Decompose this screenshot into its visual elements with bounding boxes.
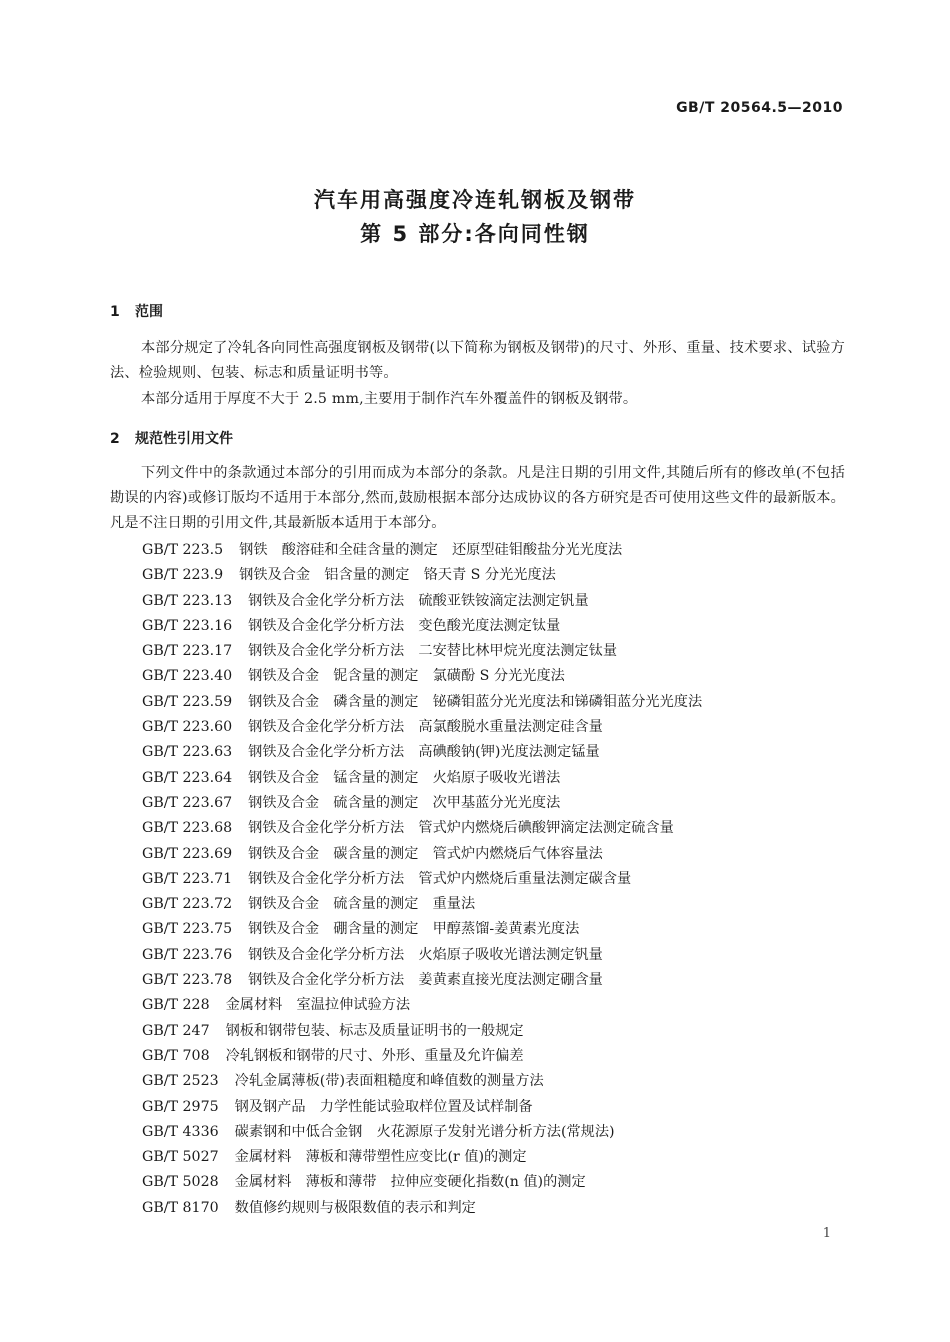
reference-code: GB/T 223.64	[142, 769, 233, 786]
reference-item	[142, 766, 702, 791]
section-1-heading	[110, 301, 163, 321]
reference-item	[142, 1170, 702, 1195]
section-2-heading	[110, 428, 233, 448]
reference-title: 钢铁及合金化学分析方法 高氯酸脱水重量法测定硅含量	[248, 719, 603, 736]
scope-paragraph-2: 本部分适用于厚度不大于 2.5 mm,主要用于制作汽车外覆盖件的钢板及钢带。	[141, 391, 638, 407]
reference-item	[142, 614, 702, 639]
reference-code: GB/T 2523	[142, 1073, 219, 1090]
reference-title: 钢铁及合金 硫含量的测定 次甲基蓝分光光度法	[248, 794, 561, 811]
section-2-title: 规范性引用文件	[135, 431, 233, 447]
reference-code: GB/T 223.60	[142, 719, 233, 736]
reference-title: 钢铁及合金化学分析方法 硫酸亚铁铵滴定法测定钒量	[248, 592, 589, 609]
reference-title: 钢铁及合金 硫含量的测定 重量法	[248, 896, 476, 913]
scope-paragraph-1: 本部分规定了冷轧各向同性高强度钢板及钢带(以下简称为钢板及钢带)的尺寸、外形、重量、技术要求、试验方法、检验规则、包装、标志和质量证明书等。	[110, 340, 845, 381]
reference-code: GB/T 223.16	[142, 617, 233, 634]
reference-title: 钢铁及合金化学分析方法 二安替比林甲烷光度法测定钛量	[248, 643, 618, 660]
reference-code: GB/T 223.9	[142, 567, 224, 584]
section-1-title: 范围	[135, 304, 163, 320]
section-2-number: 2	[110, 431, 120, 447]
reference-item	[142, 892, 702, 917]
reference-title: 钢铁及合金 铌含量的测定 氯磺酚 S 分光光度法	[248, 668, 565, 685]
document-subtitle: 第 5 部分:各向同性钢	[360, 222, 590, 246]
reference-title: 金属材料 薄板和薄带 拉伸应变硬化指数(n 值)的测定	[234, 1174, 586, 1191]
reference-code: GB/T 223.67	[142, 794, 233, 811]
reference-item	[142, 1196, 702, 1221]
section-1-number: 1	[110, 304, 120, 320]
reference-code: GB/T 2975	[142, 1098, 219, 1115]
reference-code: GB/T 223.5	[142, 542, 224, 558]
reference-item	[142, 690, 702, 715]
reference-item	[142, 867, 702, 892]
reference-item	[142, 1120, 702, 1145]
reference-title: 钢铁及合金 锰含量的测定 火焰原子吸收光谱法	[248, 769, 561, 786]
reference-item	[142, 664, 702, 689]
reference-title: 钢铁及合金 磷含量的测定 铋磷钼蓝分光光度法和锑磷钼蓝分光光度法	[248, 693, 703, 710]
reference-code: GB/T 5028	[142, 1174, 219, 1191]
reference-item	[142, 968, 702, 993]
reference-item	[142, 1044, 702, 1069]
document-title: 汽车用高强度冷连轧钢板及钢带	[314, 188, 636, 212]
reference-item	[142, 563, 702, 588]
reference-item	[142, 639, 702, 664]
reference-item	[142, 917, 702, 942]
reference-item	[142, 791, 702, 816]
reference-code: GB/T 223.17	[142, 643, 233, 660]
reference-title: 钢铁及合金 硼含量的测定 甲醇蒸馏-姜黄素光度法	[248, 921, 580, 938]
reference-item	[142, 740, 702, 765]
reference-code: GB/T 228	[142, 997, 210, 1014]
reference-code: GB/T 223.59	[142, 693, 233, 710]
reference-title: 数值修约规则与极限数值的表示和判定	[234, 1199, 476, 1216]
reference-title: 钢板和钢带包装、标志及质量证明书的一般规定	[225, 1022, 524, 1039]
reference-code: GB/T 223.40	[142, 668, 233, 685]
reference-code: GB/T 223.68	[142, 820, 233, 837]
reference-title: 钢铁 酸溶硅和全硅含量的测定 还原型硅钼酸盐分光光度法	[239, 542, 623, 558]
reference-code: GB/T 223.76	[142, 946, 233, 963]
reference-item	[142, 1019, 702, 1044]
reference-item	[142, 943, 702, 968]
reference-title: 冷轧钢板和钢带的尺寸、外形、重量及允许偏差	[225, 1047, 524, 1064]
reference-list	[142, 538, 702, 1221]
reference-code: GB/T 223.71	[142, 870, 233, 887]
reference-code: GB/T 223.72	[142, 896, 233, 913]
reference-item	[142, 1069, 702, 1094]
reference-item	[142, 715, 702, 740]
reference-code: GB/T 223.13	[142, 592, 233, 609]
reference-title: 钢铁及合金化学分析方法 高碘酸钠(钾)光度法测定锰量	[248, 744, 600, 761]
reference-code: GB/T 223.63	[142, 744, 233, 761]
reference-title: 钢铁及合金化学分析方法 火焰原子吸收光谱法测定钒量	[248, 946, 603, 963]
reference-title: 钢铁及合金化学分析方法 姜黄素直接光度法测定硼含量	[248, 972, 603, 989]
reference-item	[142, 538, 702, 563]
reference-code: GB/T 247	[142, 1022, 210, 1039]
reference-item	[142, 1145, 702, 1170]
reference-item	[142, 589, 702, 614]
reference-item	[142, 993, 702, 1018]
page-number: 1	[822, 1226, 831, 1241]
reference-title: 钢铁及合金化学分析方法 管式炉内燃烧后重量法测定碳含量	[248, 870, 632, 887]
standard-code: GB/T 20564.5—2010	[676, 100, 843, 116]
reference-code: GB/T 223.78	[142, 972, 233, 989]
reference-title: 钢铁及合金化学分析方法 变色酸光度法测定钛量	[248, 617, 561, 634]
reference-code: GB/T 8170	[142, 1199, 219, 1216]
reference-title: 钢铁及合金 碳含量的测定 管式炉内燃烧后气体容量法	[248, 845, 603, 862]
reference-title: 钢及钢产品 力学性能试验取样位置及试样制备	[234, 1098, 533, 1115]
reference-title: 钢铁及合金化学分析方法 管式炉内燃烧后碘酸钾滴定法测定硫含量	[248, 820, 674, 837]
reference-title: 金属材料 室温拉伸试验方法	[225, 997, 411, 1014]
reference-item	[142, 816, 702, 841]
reference-title: 碳素钢和中低合金钢 火花源原子发射光谱分析方法(常规法)	[234, 1123, 615, 1140]
reference-code: GB/T 4336	[142, 1123, 219, 1140]
reference-title: 金属材料 薄板和薄带塑性应变比(r 值)的测定	[234, 1149, 527, 1166]
reference-code: GB/T 708	[142, 1047, 210, 1064]
reference-title: 钢铁及合金 铝含量的测定 铬天青 S 分光光度法	[239, 567, 556, 584]
reference-code: GB/T 5027	[142, 1149, 219, 1166]
reference-item	[142, 842, 702, 867]
references-intro-paragraph: 下列文件中的条款通过本部分的引用而成为本部分的条款。凡是注日期的引用文件,其随后所有的修改单(不包括勘误的内容)或修订版均不适用于本部分,然而,鼓励根据本部分达成协议的各方研究是否可使用这些文件的最新版本。凡是不注日期的引用文件,其最新版本适用于本部分。	[110, 465, 845, 531]
reference-code: GB/T 223.75	[142, 921, 233, 938]
reference-title: 冷轧金属薄板(带)表面粗糙度和峰值数的测量方法	[234, 1073, 544, 1090]
reference-code: GB/T 223.69	[142, 845, 233, 862]
reference-item	[142, 1095, 702, 1120]
